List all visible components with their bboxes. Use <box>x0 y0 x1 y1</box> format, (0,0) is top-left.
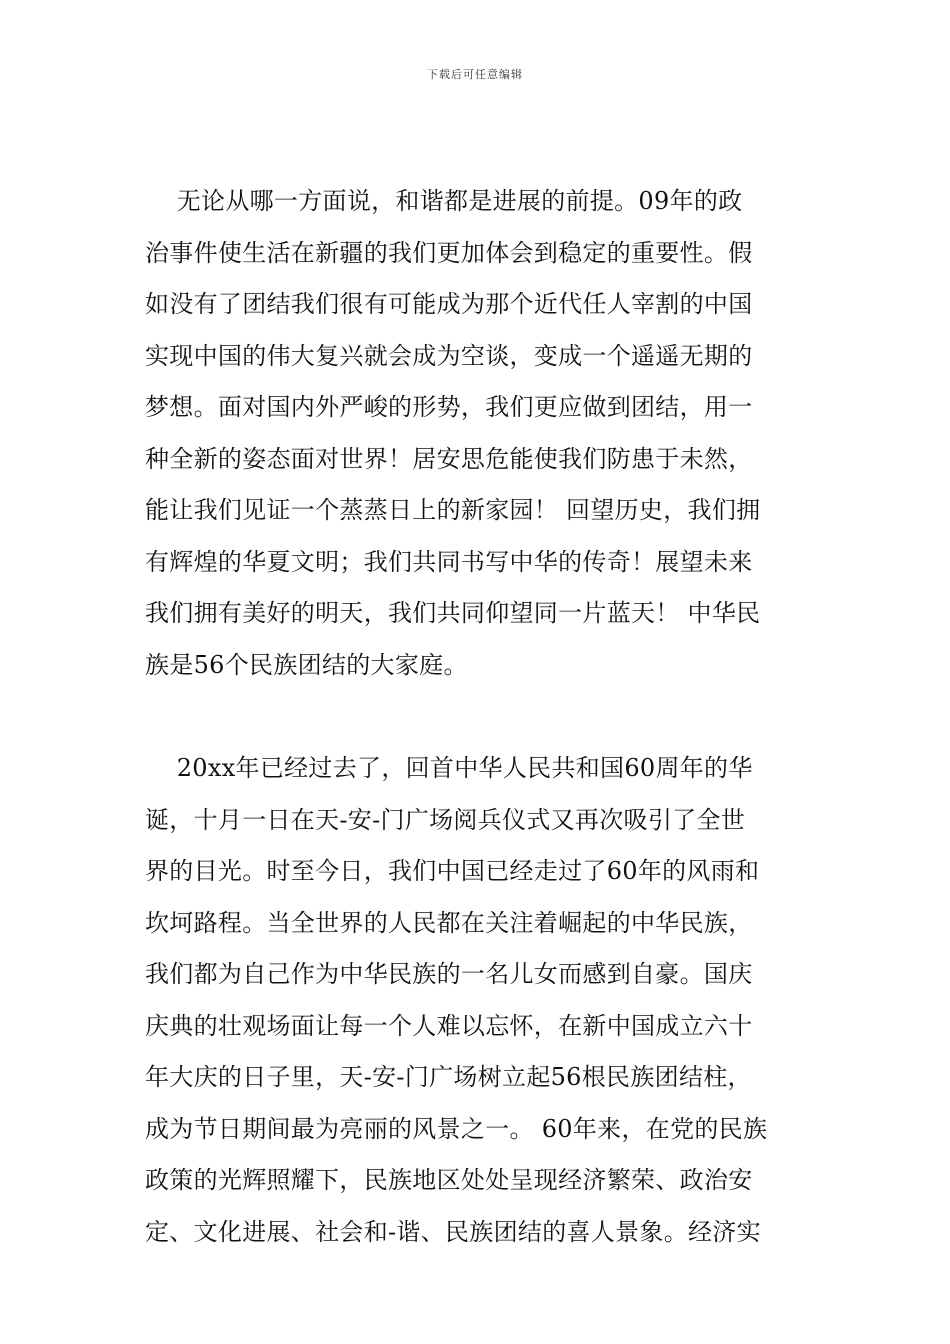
text-line: 实现中国的伟大复兴就会成为空谈，变成一个遥遥无期的 <box>145 341 753 370</box>
paragraph-anniversary <box>145 743 817 1258</box>
document-body <box>145 176 817 1258</box>
text-line: 政策的光辉照耀下，民族地区处处呈现经济繁荣、政治安 <box>145 1166 753 1194</box>
text-line: 治事件使生活在新疆的我们更加体会到稳定的重要性。假 <box>145 238 753 267</box>
text-line: 有辉煌的华夏文明；我们共同书写中华的传奇！展望未来 <box>145 547 753 576</box>
text-line: 20xx年已经过去了，回首中华人民共和国60周年的华 <box>145 754 753 782</box>
text-line: 成为节日期间最为亮丽的风景之一。 60年来，在党的民族 <box>145 1114 768 1143</box>
header-note: 下载后可任意编辑 <box>427 68 523 81</box>
text-line: 诞，十月一日在天-安-门广场阅兵仪式又再次吸引了全世 <box>145 805 746 834</box>
text-line: 无论从哪一方面说，和谐都是进展的前提。09年的政 <box>145 187 743 215</box>
text-line: 坎坷路程。当全世界的人民都在关注着崛起的中华民族， <box>145 908 753 937</box>
text-line: 我们拥有美好的明天，我们共同仰望同一片蓝天！ 中华民 <box>145 599 761 627</box>
text-line: 界的目光。时至今日，我们中国已经走过了60年的风雨和 <box>145 857 760 885</box>
text-line: 梦想。面对国内外严峻的形势，我们更应做到团结，用一 <box>145 393 753 421</box>
text-line: 能让我们见证一个蒸蒸日上的新家园！ 回望历史，我们拥 <box>145 496 761 524</box>
paragraph-gap <box>145 691 817 743</box>
text-line: 庆典的壮观场面让每一个人难以忘怀，在新中国成立六十 <box>145 1011 753 1040</box>
text-line: 种全新的姿态面对世界！居安思危能使我们防患于未然， <box>145 444 753 473</box>
text-line: 我们都为自己作为中华民族的一名儿女而感到自豪。国庆 <box>145 960 753 988</box>
paragraph-harmony <box>145 176 817 691</box>
text-line: 定、文化进展、社会和-谐、民族团结的喜人景象。经济实 <box>145 1217 761 1246</box>
text-line: 年大庆的日子里，天-安-门广场树立起56根民族团结柱， <box>145 1063 752 1091</box>
text-line: 如没有了团结我们很有可能成为那个近代任人宰割的中国 <box>145 290 753 318</box>
text-line: 族是56个民族团结的大家庭。 <box>145 650 468 679</box>
